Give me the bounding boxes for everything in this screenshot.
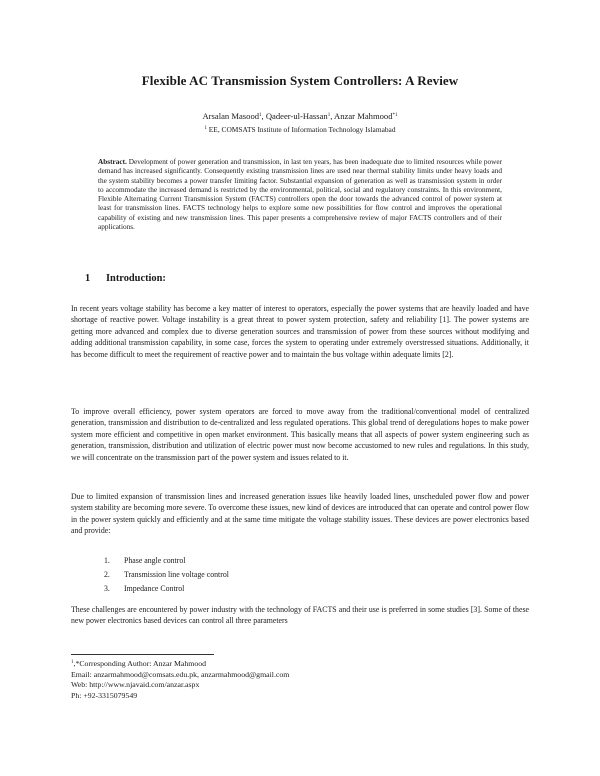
author-affiliation-mark: 1 — [327, 113, 331, 118]
list-item — [104, 568, 229, 582]
affiliation — [0, 125, 600, 134]
section-heading — [85, 273, 166, 284]
list-text: Impedance Control — [124, 584, 185, 593]
author-separator: , — [261, 111, 266, 121]
abstract — [98, 158, 502, 232]
author-affiliation-mark: 1 — [259, 113, 262, 118]
list-item — [104, 554, 229, 568]
body-paragraph: Due to limited expansion of transmission lines and increased generation issues like heavily loaded lines, unscheduled power flow and power system stability are becoming more severe. To overcome these issues, new kind of devices are introduced that can operate and control power flow in the power system quickly and efficiently and at the same time mitigate the voltage stability issues. These devices are power electronics based and provide: — [71, 492, 530, 536]
author-name: Arsalan Masood — [202, 111, 260, 121]
footnote — [71, 659, 289, 701]
abstract-label: Abstract. — [98, 158, 127, 166]
author-affiliation-mark: *1 — [392, 113, 398, 118]
list-number: 3. — [104, 584, 110, 593]
author-name: Anzar Mahmood — [334, 111, 393, 121]
body-paragraph: To improve overall efficiency, power system operators are forced to move away from the traditional/conventional model of centralized generation, transmission and distribution to de-centralized and less regulated operations. This global trend of deregulations hopes to make power system more efficient and competitive in open market environment. This basically means that all aspects of power system engineering such as generation, transmission, distribution and utilization of electric power must now become accustomed to new rules and regulations. In this study, we will concentrate on the transmission part of the power system and issues related to it. — [71, 407, 529, 462]
abstract-text: Development of power generation and transmission, in last ten years, has been inadequate due to limited resources while power demand has increased significantly. Consequently existing transmission lines are used near thermal stability limits under heavy loads and the system stability becomes a power transfer limiting factor. Substantial expansion of generation as well as transmission system in order to accommodate the increased demand is restricted by the environmental, political, social and regulatory constraints. In this environment, Flexible Alternating Current Transmission System (FACTS) controllers open the door towards the advanced control of power system at least for transmission lines. FACTS technology helps to explore some new possibilities for flow control and improves the operational capability of existing and new transmission lines. This paper presents a comprehensive review of major FACTS controllers and of their applications. — [98, 158, 502, 232]
section-number: 1 — [85, 273, 91, 284]
footnote-mark: 1 — [71, 660, 74, 665]
list-item — [104, 582, 229, 596]
list-number: 2. — [104, 570, 110, 579]
author-list — [0, 111, 600, 121]
affiliation-text: EE, COMSATS Institute of Information Technology Islamabad — [206, 125, 396, 134]
section-title: Introduction: — [106, 273, 166, 284]
footnote-corresponding-author — [71, 659, 289, 670]
body-paragraph: In recent years voltage stability has become a key matter of interest to operators, especially the power systems that are heavily loaded and have shortage of reactive power. Voltage instability is a great threat to power system protection, safety and reliability [1]. The power systems are getting more advanced and complex due to diverse generation sources and transmission of power from these sources without modifying and adding additional transmission capability, in some case, forces the system to operating under extremely overstressed situations. Additionally, it has become difficult to meet the requirement of reactive power and to maintain the bus voltage within adequate limits [2]. — [71, 304, 529, 359]
list-text: Phase angle control — [124, 556, 186, 565]
paper-title: Flexible AC Transmission System Controllers: A Review — [141, 73, 459, 88]
footnote-divider — [71, 654, 214, 655]
footnote-author-text: ,*Corresponding Author: Anzar Mahmood — [73, 659, 207, 668]
body-paragraph: These challenges are encountered by power industry with the technology of FACTS and their use is preferred in some studies [3]. Some of these new power electronics based devices can control all three parameters — [71, 605, 529, 626]
list-number: 1. — [104, 556, 110, 565]
list-text: Transmission line voltage control — [124, 570, 229, 579]
author-separator: , — [330, 111, 335, 121]
footnote-email: Email: anzarmahmood@comsats.edu.pk, anzarmahmood@gmail.com — [71, 669, 290, 679]
footnote-phone: Ph: +92-3315079549 — [71, 690, 138, 700]
footnote-web: Web: http://www.njavaid.com/anzar.aspx — [71, 680, 200, 689]
affiliation-mark: 1 — [204, 126, 207, 131]
numbered-list — [104, 554, 229, 596]
author-name: Qadeer-ul-Hassan — [265, 111, 328, 121]
